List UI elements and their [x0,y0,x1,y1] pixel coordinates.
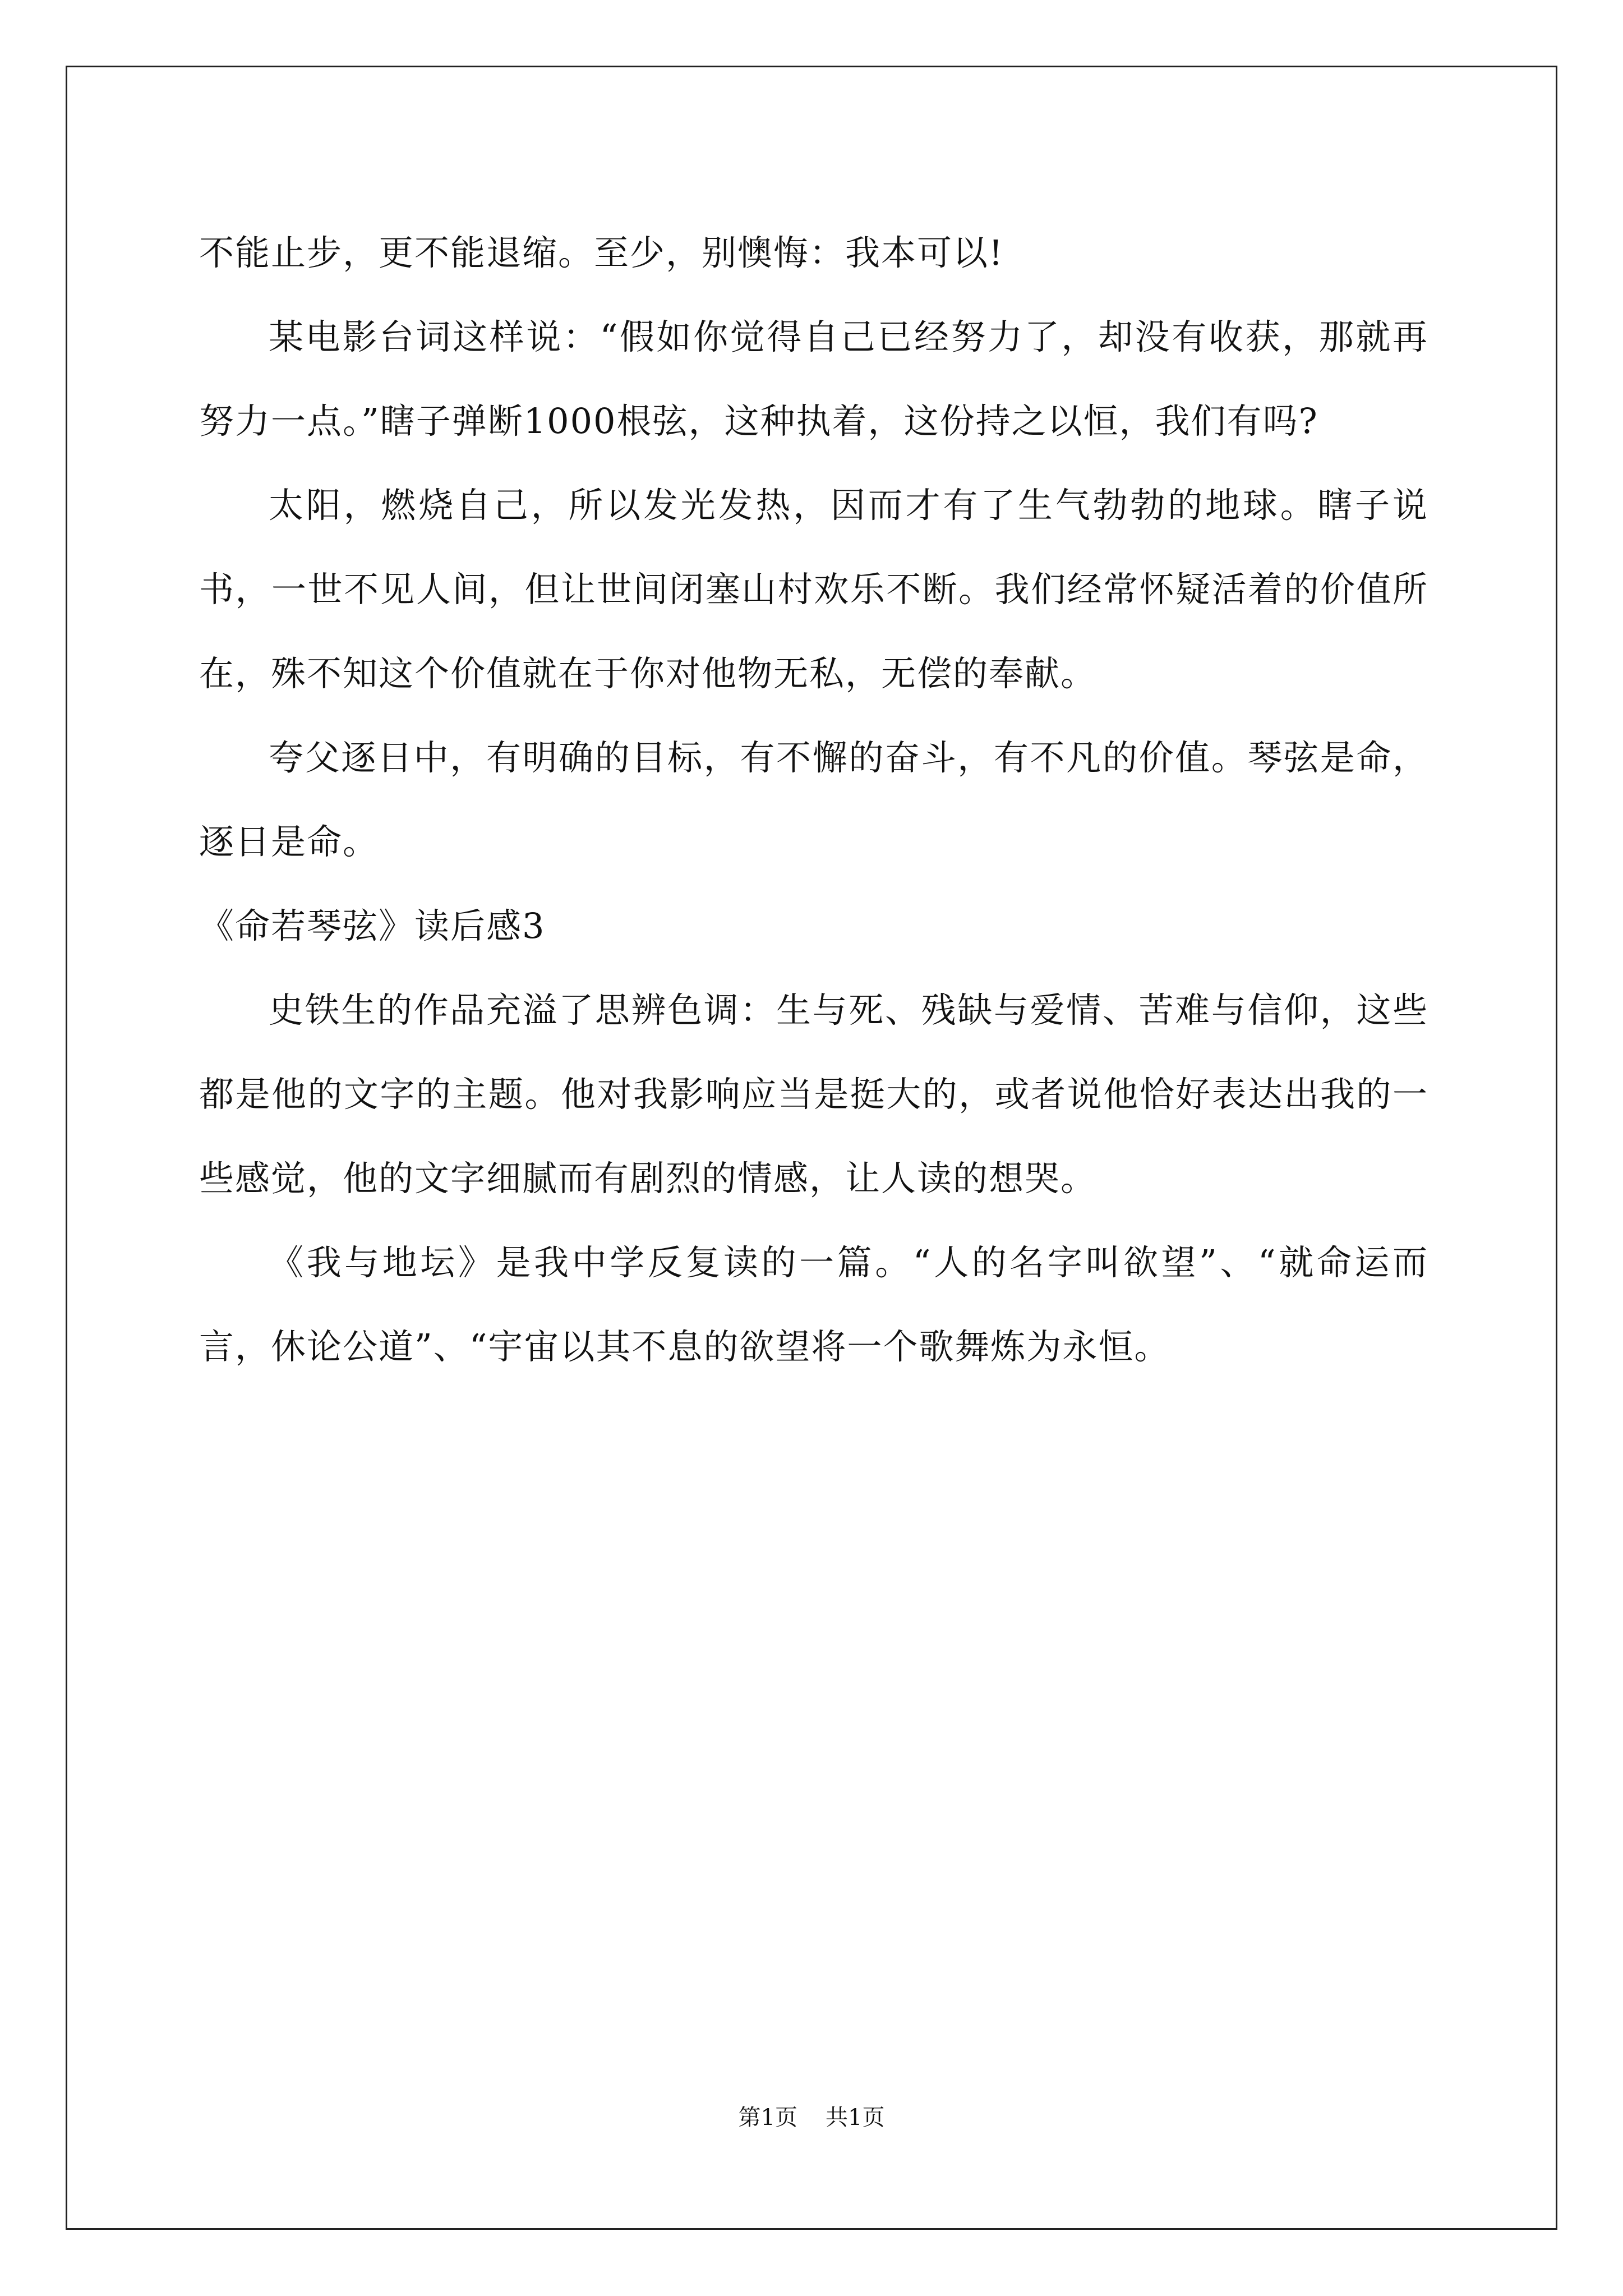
page-number: 第1页 [738,2105,797,2131]
section-heading: 《命若琴弦》读后感3 [199,905,546,946]
page-footer [0,2101,1623,2134]
paragraph-2: 某电影台词这样说：“假如你觉得自己已经努力了，却没有收获，那就再努力一点。”瞎子弹断1000根弦，这种执着，这份持之以恒，我们有吗? [199,316,1428,441]
page-total: 共1页 [826,2105,885,2131]
paragraph-1: 不能止步，更不能退缩。至少，别懊悔：我本可以! [199,232,1004,273]
paragraph-3: 太阳，燃烧自己，所以发光发热，因而才有了生气勃勃的地球。瞎子说书，一世不见人间，但让世间闭塞山村欢乐不断。我们经常怀疑活着的价值所在，殊不知这个价值就在于你对他物无私，无偿的奉献。 [199,485,1428,694]
document-body [199,211,1428,1389]
paragraph-6: 《我与地坛》是我中学反复读的一篇。“人的名字叫欲望”、“就命运而言，休论公道”、“宇宙以其不息的欲望将一个歌舞炼为永恒。 [199,1242,1428,1367]
paragraph-5: 史铁生的作品充溢了思辨色调：生与死、残缺与爱情、苦难与信仰，这些都是他的文字的主题。他对我影响应当是挺大的，或者说他恰好表达出我的一些感觉，他的文字细腻而有剧烈的情感，让人读的想哭。 [199,990,1428,1199]
paragraph-4: 夸父逐日中，有明确的目标，有不懈的奋斗，有不凡的价值。琴弦是命，逐日是命。 [199,737,1428,862]
